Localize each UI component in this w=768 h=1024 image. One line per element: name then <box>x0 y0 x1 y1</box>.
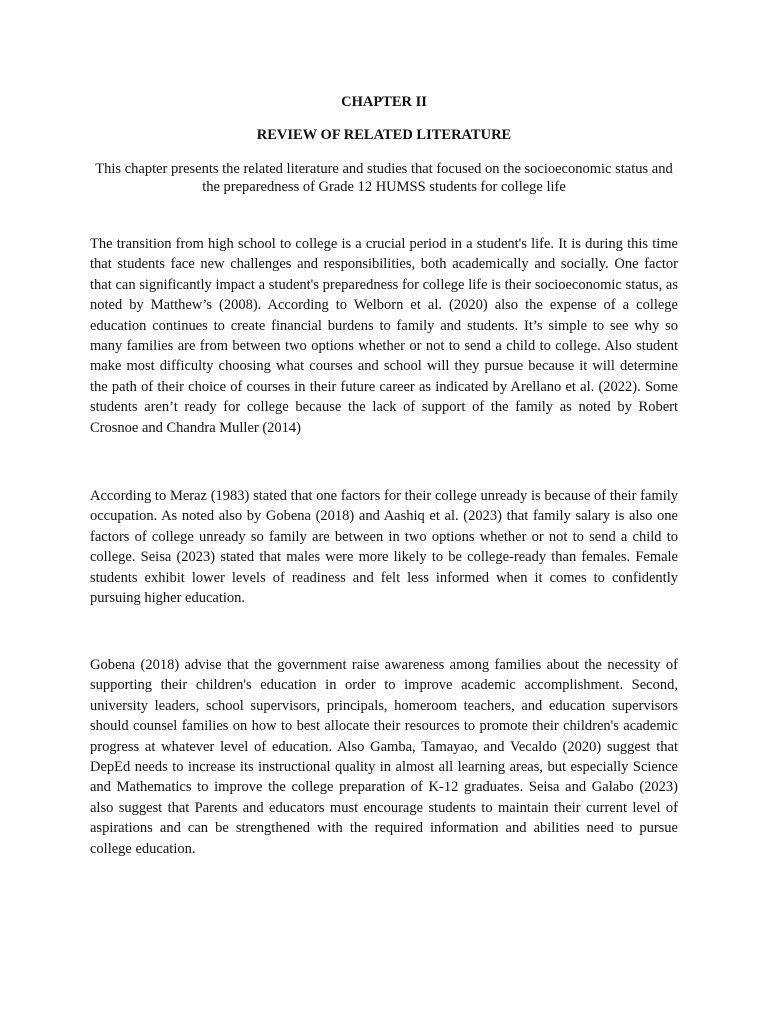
paragraph-transition: The transition from high school to college is a crucial period in a student's life. It is during this time that students face new challenges and responsibilities, both academically and socially. One factor that can significantly impact a student's preparedness for college life is their socioeconomic status, as noted by Matthew’s (2008). According to Welborn et al. (2020) also the expense of a college education continues to create financial burdens to family and students. It’s simple to see why so many families are from between two options whether or not to send a child to college. Also student make most difficulty choosing what courses and school will they pursue because it will determine the path of their choice of courses in their future career as indicated by Arellano et al. (2022). Some students aren’t ready for college because the lack of support of the family as noted by Robert Crosnoe and Chandra Muller (2014) <box>90 236 678 436</box>
chapter-intro: This chapter presents the related literature and studies that focused on the socioeconomic status and the preparedness of Grade 12 HUMSS students for college life <box>95 161 673 195</box>
paragraph-factors: According to Meraz (1983) stated that one factors for their college unready is because of their family occupation. As noted also by Gobena (2018) and Aashiq et al. (2023) that family salary is also one factors of college unready so family are between in two options whether or not to send a child to college. Seisa (2023) stated that males were more likely to be college-ready than females. Female students exhibit lower levels of readiness and felt less informed when it comes to confidently pursuing higher education. <box>90 488 678 607</box>
chapter-label: CHAPTER II <box>341 94 427 110</box>
paragraph-recommendations: Gobena (2018) advise that the government raise awareness among families about the necessity of supporting their children's education in order to improve academic accomplishment. Second, university leaders, school supervisors, principals, homeroom teachers, and education supervisors should counsel families on how to best allocate their resources to promote their children's academic progress at whatever level of education. Also Gamba, Tamayao, and Vecaldo (2020) suggest that DepEd needs to increase its instructional quality in almost all learning areas, but especially Science and Mathematics to improve the college preparation of K-12 graduates. Seisa and Galabo (2023) also suggest that Parents and educators must encourage students to maintain their current level of aspirations and can be strengthened with the required information and abilities need to pursue college education. <box>90 657 678 857</box>
chapter-title: REVIEW OF RELATED LITERATURE <box>256 127 512 143</box>
